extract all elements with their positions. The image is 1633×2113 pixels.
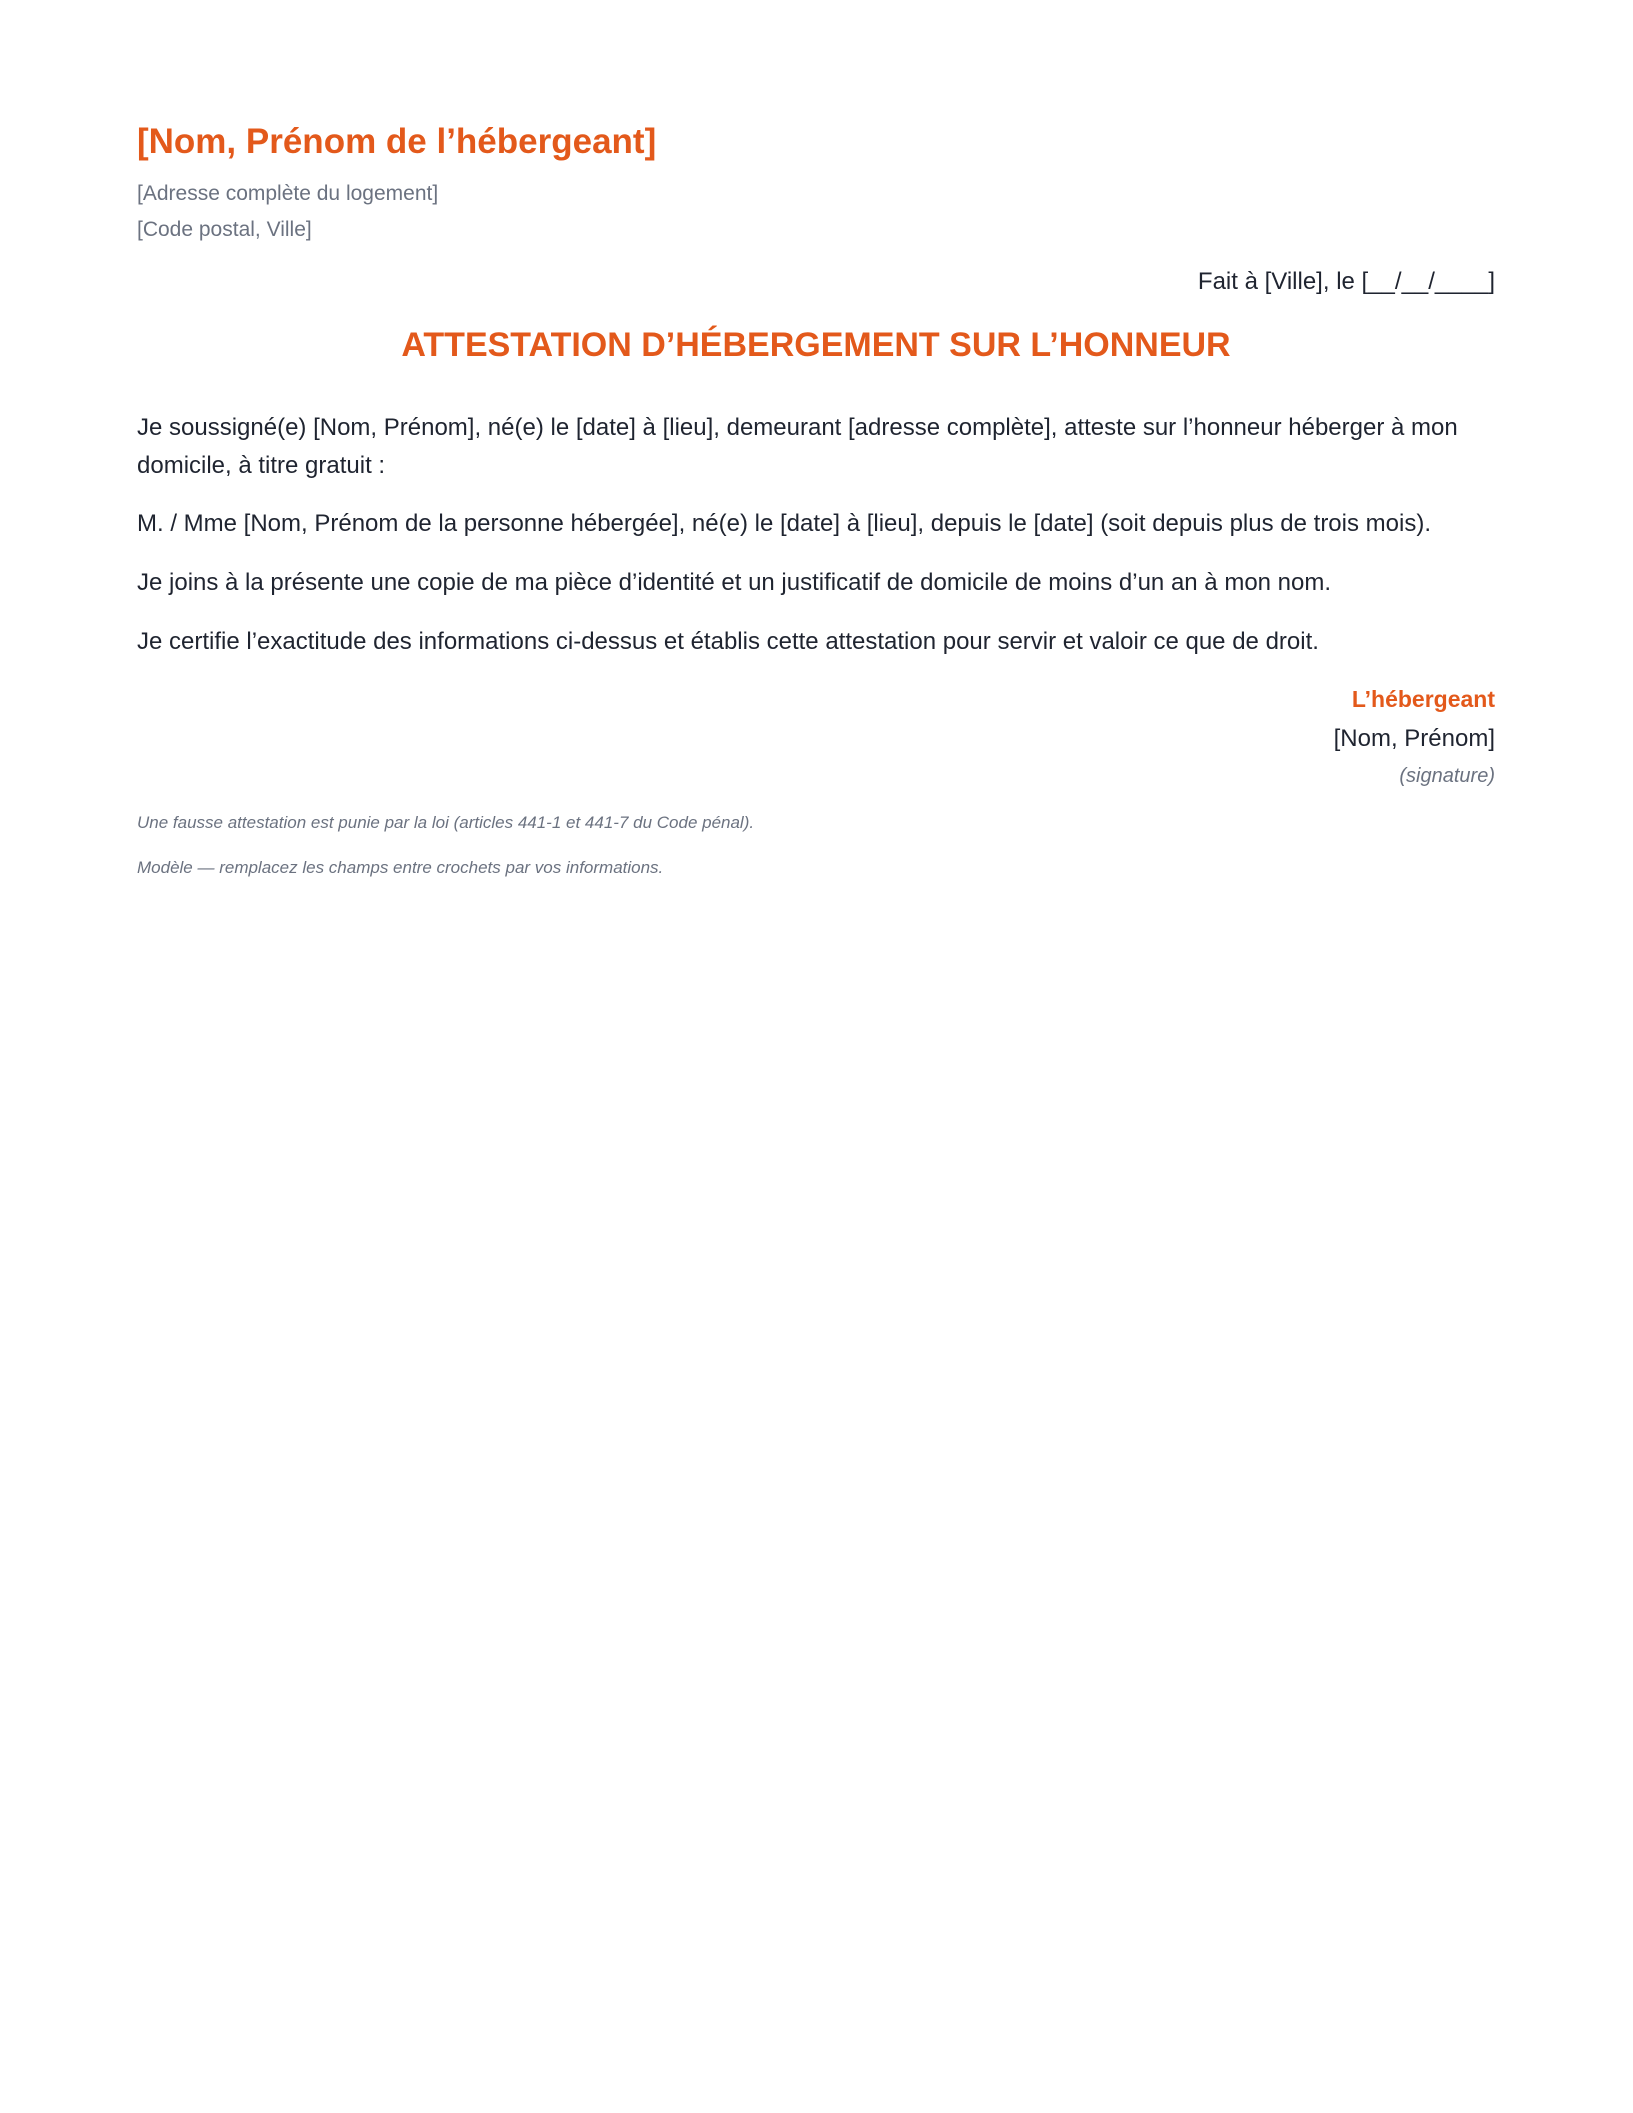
paragraph-attachments: Je joins à la présente une copie de ma pièce d’identité et un justificatif de domicile de moins d’un an à mon nom.	[137, 569, 1332, 596]
signature-name: [Nom, Prénom]	[1333, 725, 1495, 752]
place-date-line: Fait à [Ville], le [__/__/____]	[1197, 268, 1495, 295]
signature-note: (signature)	[1399, 765, 1495, 787]
document-title: ATTESTATION D’HÉBERGEMENT SUR L’HONNEUR	[401, 326, 1231, 364]
document-page	[137, 0, 1495, 2113]
template-footnote: Modèle — remplacez les champs entre crochets par vos informations.	[137, 858, 664, 877]
paragraph-declaration: Je soussigné(e) [Nom, Prénom], né(e) le [date] à [lieu], demeurant [adresse complète], atteste sur l’honneur héberger à mon domicile, à titre gratuit :	[137, 414, 1458, 479]
legal-footnote: Une fausse attestation est punie par la loi (articles 441-1 et 441-7 du Code pénal).	[137, 813, 755, 832]
sender-city: [Code postal, Ville]	[137, 218, 312, 241]
paragraph-hosted-person: M. / Mme [Nom, Prénom de la personne hébergée], né(e) le [date] à [lieu], depuis le [date] (soit depuis plus de trois mois).	[137, 510, 1431, 537]
paragraph-certification: Je certifie l’exactitude des informations ci-dessus et établis cette attestation pour servir et valoir ce que de droit.	[137, 628, 1319, 655]
signature-role: L’hébergeant	[1351, 686, 1495, 712]
sender-name: [Nom, Prénom de l’hébergeant]	[137, 122, 657, 161]
sender-address: [Adresse complète du logement]	[137, 182, 439, 205]
